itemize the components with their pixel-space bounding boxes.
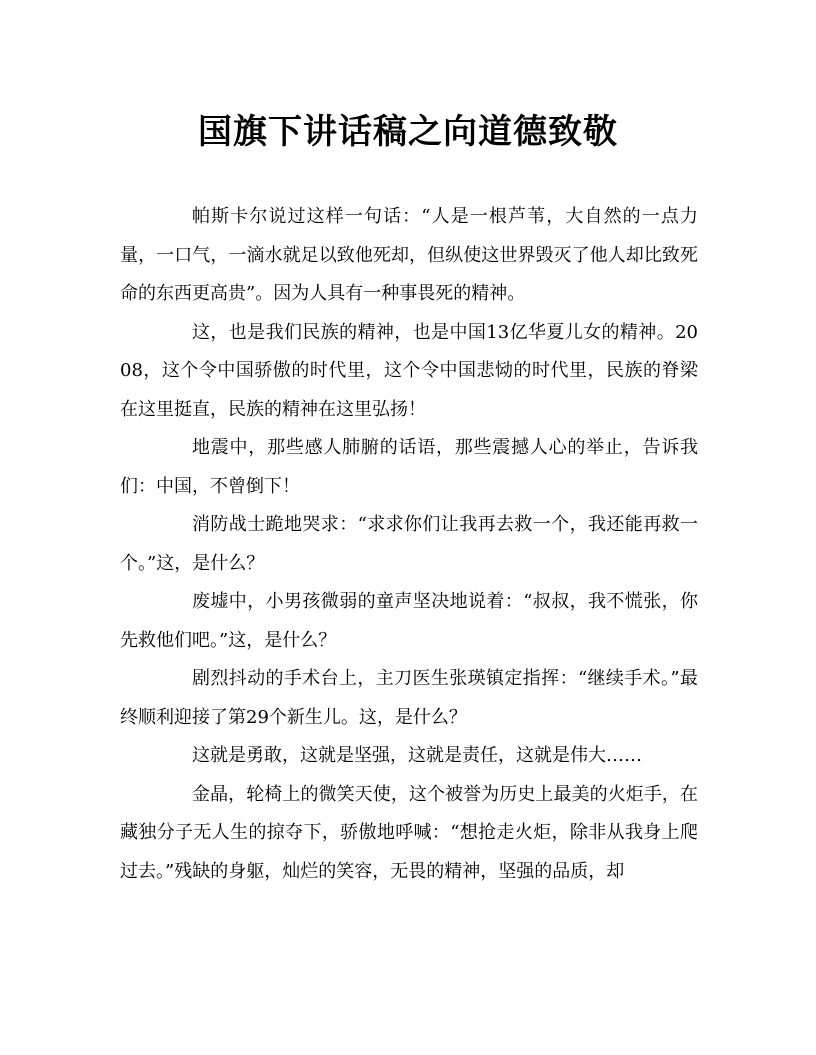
paragraph: 消防战士跪地哭求：“求求你们让我再去救一个，我还能再救一个。”这，是什么？ [120, 514, 698, 574]
paragraph: 地震中，那些感人肺腑的话语，那些震撼人心的举止，告诉我们：中国，不曾倒下！ [120, 437, 698, 497]
paragraph: 废墟中，小男孩微弱的童声坚决地说着：“叔叔，我不慌张，你先救他们吧。”这，是什么？ [120, 591, 698, 651]
document-body [120, 198, 698, 891]
paragraph: 帕斯卡尔说过这样一句话：“人是一根芦苇，大自然的一点力量，一口气，一滴水就足以致他死却，但纵使这世界毁灭了他人却比致死命的东西更高贵”。因为人具有一种事畏死的精神。 [120, 206, 698, 304]
paragraph: 金晶，轮椅上的微笑天使，这个被誉为历史上最美的火炬手，在藏独分子无人生的掠夺下，骄傲地呼喊：“想抢走火炬，除非从我身上爬过去。”残缺的身躯，灿烂的笑容，无畏的精神，坚强的品质，却 [120, 783, 698, 882]
paragraph: 这就是勇敢，这就是坚强，这就是责任，这就是伟大…… [192, 745, 642, 766]
paragraph: 剧烈抖动的手术台上，主刀医生张瑛镇定指挥：“继续手术。”最终顺利迎接了第29个新生儿。这，是什么？ [120, 668, 698, 728]
document-title: 国旗下讲话稿之向道德致敬 [198, 112, 618, 152]
paragraph: 这，也是我们民族的精神，也是中国13亿华夏儿女的精神。2008，这个令中国骄傲的时代里，这个令中国悲恸的时代里，民族的脊梁在这里挺直，民族的精神在这里弘扬！ [120, 321, 698, 420]
